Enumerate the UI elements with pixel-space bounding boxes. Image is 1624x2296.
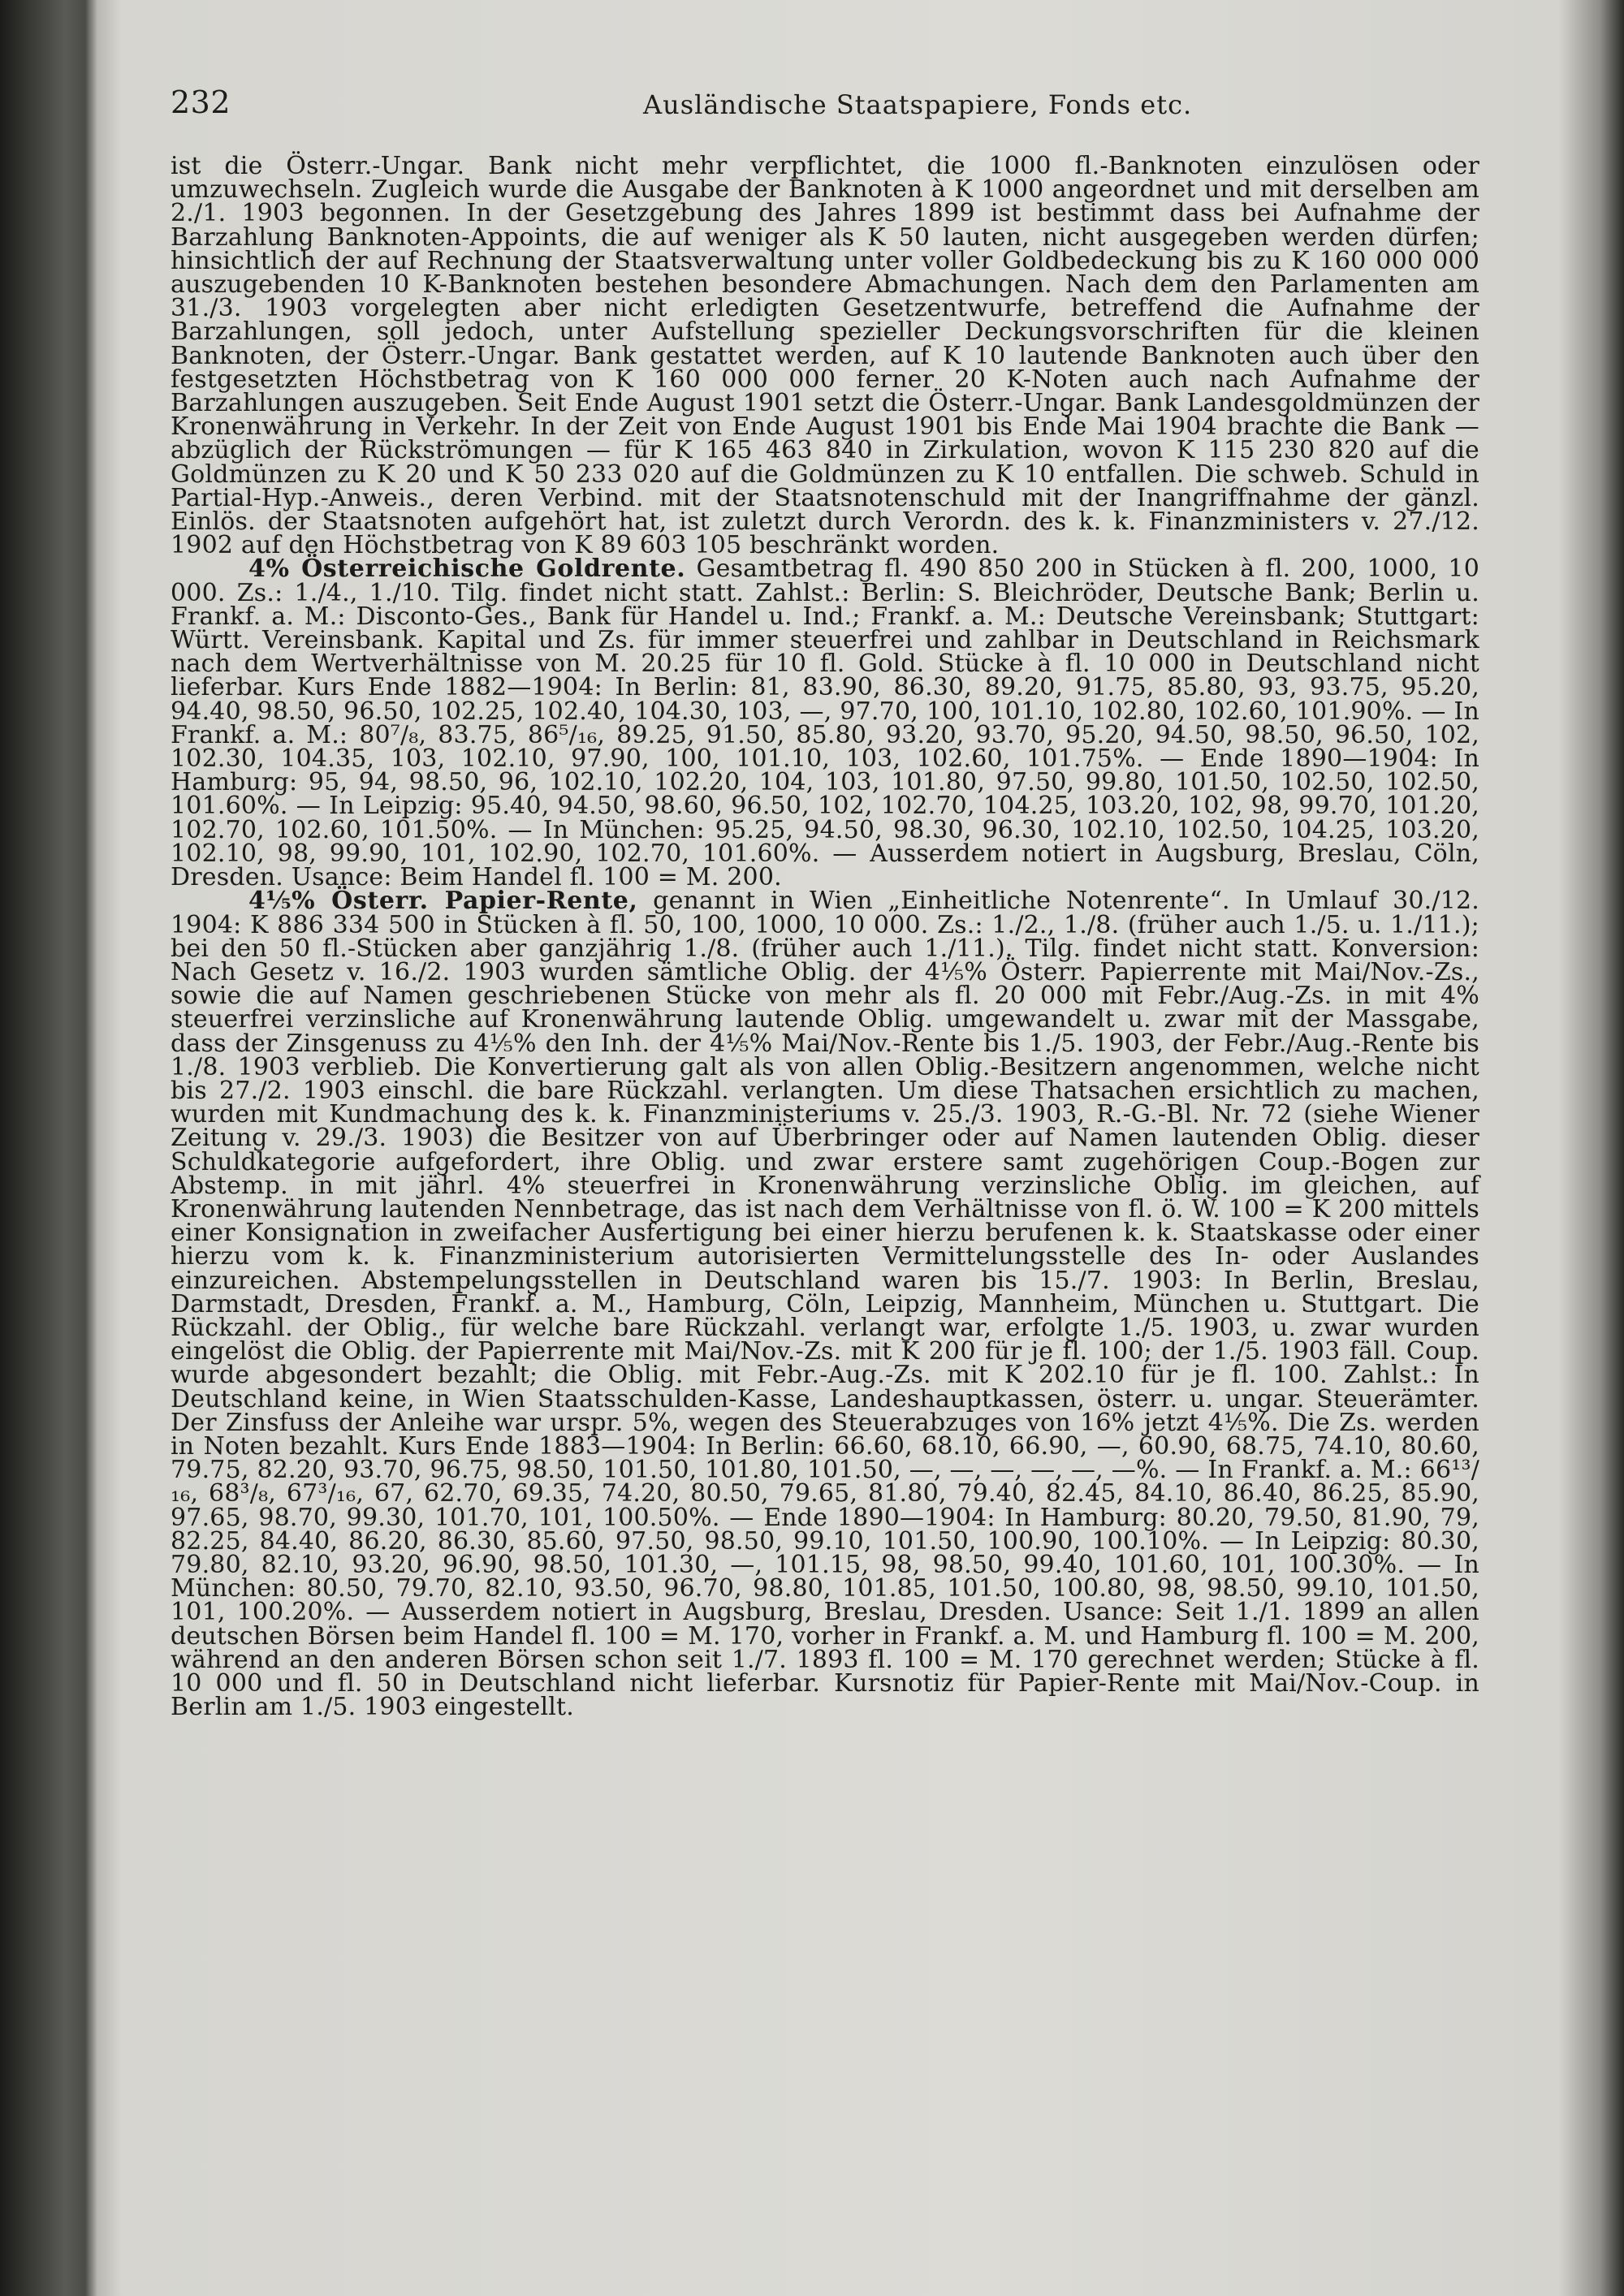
page-body	[171, 152, 1480, 1722]
paragraph-text: genannt in Wien „Einheitliche Notenrente“. In Umlauf 30./12. 1904: K 886 334 500 in Stücken à fl. 50, 100, 1000, 10 000. Zs.: 1./2., 1./8. (früher auch 1./5. u. 1./11.); bei den 50 fl.-Stücken aber ganzjährig 1./8. (früher auch 1./11.). Tilg. findet nicht statt. Konversion: Nach Gesetz v. 16./2. 1903 wurden sämtliche Oblig. der 4⅕% Österr. Papierrente mit Mai/Nov.-Zs., sowie die auf Namen geschriebenen Stücke von mehr als fl. 20 000 mit Febr./Aug.-Zs. in mit 4% steuerfrei verzinsliche auf Kronenwährung lautende Oblig. umgewandelt u. zwar mit der Massgabe, dass der Zinsgenuss zu 4⅕% den Inh. der 4⅕% Mai/Nov.-Rente bis 1./5. 1903, der Febr./Aug.-Rente bis 1./8. 1903 verblieb. Die Konvertierung galt als von allen Oblig.-Besitzern angenommen, welche nicht bis 27./2. 1903 einschl. die bare Rückzahl. verlangten. Um diese Thatsachen ersichtlich zu machen, wurden mit Kundmachung des k. k. Finanzministeriums v. 25./3. 1903, R.-G.-Bl. Nr. 72 (siehe Wiener Zeitung v. 29./3. 1903) die Besitzer von auf Überbringer oder auf Namen lautenden Oblig. dieser Schuldkategorie aufgefordert, ihre Oblig. und zwar erstere samt zugehörigen Coup.-Bogen zur Abstemp. in mit jährl. 4% steuerfrei in Kronenwährung verzinsliche Oblig. im gleichen, auf Kronenwährung lautenden Nennbetrage, das ist nach dem Verhältnisse von fl. ö. W. 100 = K 200 mittels einer Konsignation in zweifacher Ausfertigung bei einer hierzu berufenen k. k. Staatskasse oder einer hierzu vom k. k. Finanzministerium autorisierten Vermittelungsstelle des In- oder Auslandes einzureichen. Abstempelungsstellen in Deutschland waren bis 15./7. 1903: In Berlin, Breslau, Darmstadt, Dresden, Frankf. a. M., Hamburg, Cöln, Leipzig, Mannheim, München u. Stuttgart. Die Rückzahl. der Oblig., für welche bare Rückzahl. verlangt war, erfolgte 1./5. 1903, u. zwar wurden eingelöst die Oblig. der Papierrente mit Mai/Nov.-Zs. mit K 200 für je fl. 100; der 1./5. 1903 fäll. Coup. wurde abgesondert bezahlt; die Oblig. mit Febr.-Aug.-Zs. mit K 202.10 für je fl. 100. Zahlst.: In Deutschland keine, in Wien Staatsschulden-Kasse, Landeshauptkassen, österr. u. ungar. Steuerämter. Der Zinsfuss der Anleihe war urspr. 5%, wegen des Steuerabzuges von 16% jetzt 4⅕%. Die Zs. werden in Noten bezahlt. Kurs Ende 1883—1904: In Berlin: 66.60, 68.10, 66.90, —, 60.90, 68.75, 74.10, 80.60, 79.75, 82.20, 93.70, 96.75, 98.50, 101.50, 101.80, 101.50, —, —, —, —, —, —%. — In Frankf. a. M.: 66¹³/₁₆, 68³/₈, 67³/₁₆, 67, 62.70, 69.35, 74.20, 80.50, 79.65, 81.80, 79.40, 82.45, 84.10, 86.40, 86.25, 85.90, 97.65, 98.70, 99.30, 101.70, 101, 100.50%. — Ende 1890—1904: In Hamburg: 80.20, 79.50, 81.90, 79, 82.25, 84.40, 86.20, 86.30, 85.60, 97.50, 98.50, 99.10, 101.50, 100.90, 100.10%. — In Leipzig: 80.30, 79.80, 82.10, 93.20, 96.90, 98.50, 101.30, —, 101.15, 98, 98.50, 99.40, 101.60, 101, 100.30%. — In München: 80.50, 79.70, 82.10, 93.50, 96.70, 98.80, 101.85, 101.50, 100.80, 98, 98.50, 99.10, 101.50, 101, 100.20%. — Ausserdem notiert in Augsburg, Breslau, Dresden. Usance: Seit 1./1. 1899 an allen deutschen Börsen beim Handel fl. 100 = M. 170, vorher in Frankf. a. M. und Hamburg fl. 100 = M. 200, während an den anderen Börsen schon seit 1./7. 1893 fl. 100 = M. 170 gerechnet werden; Stücke à fl. 10 000 und fl. 50 in Deutschland nicht lieferbar. Kursnotiz für Papier-Rente mit Mai/Nov.-Coup. in Berlin am 1./5. 1903 eingestellt.	[171, 887, 1480, 1722]
paragraph-text: Gesamtbetrag fl. 490 850 200 in Stücken à fl. 200, 1000, 10 000. Zs.: 1./4., 1./10. Tilg. findet nicht statt. Zahlst.: Berlin: S. Bleichröder, Deutsche Bank; Berlin u. Frankf. a. M.: Disconto-Ges., Bank für Handel u. Ind.; Frankf. a. M.: Deutsche Vereinsbank; Stuttgart: Württ. Vereinsbank. Kapital und Zs. für immer steuerfrei und zahlbar in Deutschland in Reichsmark nach dem Wertverhältnisse von M. 20.25 für 10 fl. Gold. Stücke à fl. 10 000 in Deutschland nicht lieferbar. Kurs Ende 1882—1904: In Berlin: 81, 83.90, 86.30, 89.20, 91.75, 85.80, 93, 93.75, 95.20, 94.40, 98.50, 96.50, 102.25, 102.40, 104.30, 103, —, 97.70, 100, 101.10, 102.80, 102.60, 101.90%. — In Frankf. a. M.: 80⁷/₈, 83.75, 86⁵/₁₆, 89.25, 91.50, 85.80, 93.20, 93.70, 95.20, 94.50, 98.50, 96.50, 102, 102.30, 104.35, 103, 102.10, 97.90, 100, 101.10, 103, 102.60, 101.75%. — Ende 1890—1904: In Hamburg: 95, 94, 98.50, 96, 102.10, 102.20, 104, 103, 101.80, 97.50, 99.80, 101.50, 102.50, 102.50, 101.60%. — In Leipzig: 95.40, 94.50, 98.60, 96.50, 102, 102.70, 104.25, 103.20, 102, 98, 99.70, 101.20, 102.70, 102.60, 101.50%. — In München: 95.25, 94.50, 98.30, 96.30, 102.10, 102.50, 104.25, 103.20, 102.10, 98, 99.90, 101, 102.90, 102.70, 101.60%. — Ausserdem notiert in Augsburg, Breslau, Cöln, Dresden. Usance: Beim Handel fl. 100 = M. 200.	[171, 555, 1479, 892]
paragraph-goldrente	[171, 555, 1479, 892]
page-number: 232	[171, 84, 231, 120]
section-heading: 4% Österreichische Goldrente.	[248, 555, 686, 584]
section-heading: 4⅕% Österr. Papier-Rente,	[248, 887, 638, 916]
paragraph-text: ist die Österr.-Ungar. Bank nicht mehr verpflichtet, die 1000 fl.-Banknoten einzulösen oder umzuwechseln. Zugleich wurde die Ausgabe der Banknoten à K 1000 angeordnet und mit derselben am 2./1. 1903 begonnen. In der Gesetzgebung des Jahres 1899 ist bestimmt dass bei Aufnahme der Barzahlung Banknoten-Appoints, die auf weniger als K 50 lauten, nicht ausgegeben werden dürfen; hinsichtlich der auf Rechnung der Staatsverwaltung unter voller Goldbedeckung bis zu K 160 000 000 auszugebenden 10 K-Banknoten bestehen besondere Abmachungen. Nach dem den Parlamenten am 31./3. 1903 vorgelegten aber nicht erledigten Gesetzentwurfe, betreffend die Aufnahme der Barzahlungen, soll jedoch, unter Aufstellung spezieller Deckungsvorschriften für die kleinen Banknoten, der Österr.-Ungar. Bank gestattet werden, auf K 10 lautende Banknoten auch über den festgesetzten Höchstbetrag von K 160 000 000 ferner 20 K-Noten auch nach Aufnahme der Barzahlungen auszugeben. Seit Ende August 1901 setzt die Österr.-Ungar. Bank Landesgoldmünzen der Kronenwährung in Verkehr. In der Zeit von Ende August 1901 bis Ende Mai 1904 brachte die Bank — abzüglich der Rückströmungen — für K 165 463 840 in Zirkulation, wovon K 115 230 820 auf die Goldmünzen zu K 20 und K 50 233 020 auf die Goldmünzen zu K 10 entfallen. Die schweb. Schuld in Partial-Hyp.-Anweis., deren Verbind. mit der Staatsnotenschuld mit der Inangriffnahme der gänzl. Einlös. der Staatsnoten aufgehört hat, ist zuletzt durch Verordn. des k. k. Finanzministers v. 27./12. 1902 auf den Höchstbetrag von K 89 603 105 beschränkt worden.	[171, 152, 1479, 560]
paragraph-banknotes	[171, 152, 1479, 560]
paragraph-papier-rente	[171, 887, 1480, 1722]
running-head: Ausländische Staatspapiere, Fonds etc.	[643, 89, 1193, 120]
